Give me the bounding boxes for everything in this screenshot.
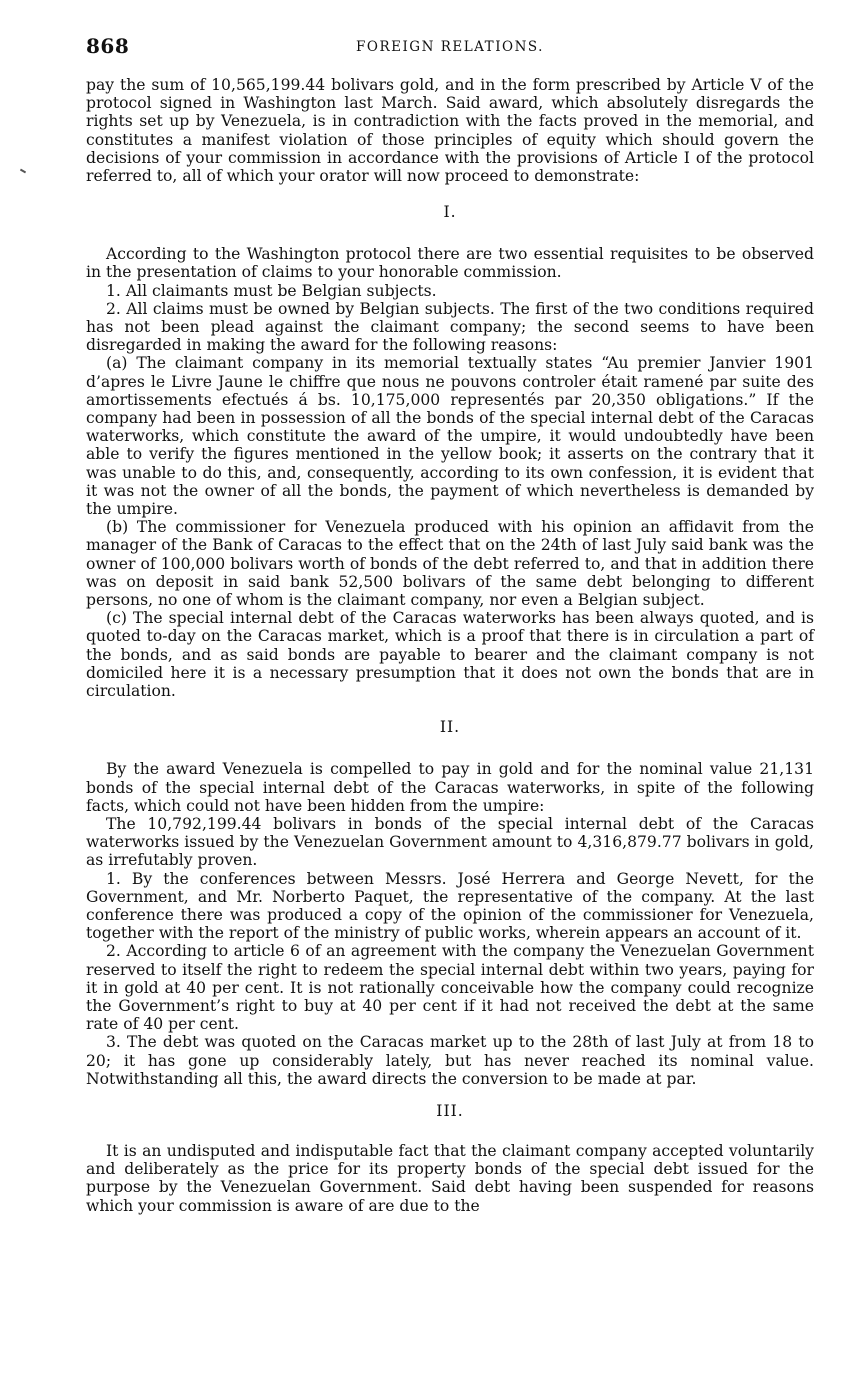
section-heading-2: II.	[439, 718, 461, 737]
document-page	[86, 34, 814, 1215]
paragraph: 3. The debt was quoted on the Caracas market up to the 28th of last July at from 18 to 20; it has gone up considerably lately, but has never reached its nominal value. Notwithstanding all this, the award directs the conversion to be made at par.	[86, 1033, 814, 1088]
paragraph: 2. According to article 6 of an agreement with the company the Venezuelan Government reserved to itself the right to redeem the special internal debt within two years, paying for it in gold at 40 per cent. It is not rationally conceivable how the company could recognize the Government’s right to buy at 40 per cent if it had not received the debt at the same rate of 40 per cent.	[86, 942, 814, 1034]
stray-ink-mark	[20, 169, 26, 174]
paragraph: By the award Venezuela is compelled to pay in gold and for the nominal value 21,131 bonds of the special internal debt of the Caracas waterworks, in spite of the following facts, which could not have been hidden from the umpire:	[86, 760, 814, 815]
page-number: 868	[86, 34, 130, 58]
running-head: FOREIGN RELATIONS.	[356, 39, 544, 55]
section-heading-3: III.	[436, 1101, 464, 1120]
section-heading-1: I.	[443, 203, 457, 222]
paragraph: 1. All claimants must be Belgian subjects.	[106, 281, 437, 300]
paragraph: (a) The claimant company in its memorial textually states “Au premier Janvier 1901 d’apres le Livre Jaune le chiffre que nous ne pouvons controler était ramené par suite des amortissements efectués á bs. 10,175,000 representés par 20,350 obligations.” If the company had been in possession of all the bonds of the special internal debt of the Caracas waterworks, which constitute the award of the umpire, it would undoubtedly have been able to verify the figures mentioned in the yellow book; it asserts on the contrary that it was unable to do this, and, consequently, according to its own confession, it is evident that it was not the owner of all the bonds, the payment of which nevertheless is demanded by the umpire.	[86, 354, 814, 519]
page-header	[86, 34, 814, 60]
paragraph: (b) The commissioner for Venezuela produced with his opinion an affidavit from the manager of the Bank of Caracas to the effect that on the 24th of last July said bank was the owner of 100,000 bolivars worth of bonds of the debt referred to, and that in addition there was on deposit in said bank 52,500 bolivars of the same debt belonging to different persons, no one of whom is the claimant company, nor even a Belgian subject.	[86, 518, 814, 610]
paragraph: According to the Washington protocol there are two essential requisites to be observed in the presentation of claims to your honorable commission.	[86, 245, 814, 282]
paragraph: (c) The special internal debt of the Caracas waterworks has been always quoted, and is quoted to-day on the Caracas market, which is a proof that there is in circulation a part of the bonds, and as said bonds are payable to bearer and the claimant company is not domiciled here it is a necessary presumption that it does not own the bonds that are in circulation.	[86, 609, 814, 701]
paragraph: 2. All claims must be owned by Belgian subjects. The first of the two conditions required has not been plead against the claimant company; the second seems to have been disregarded in making the award for the following reasons:	[86, 299, 814, 355]
intro-paragraph: pay the sum of 10,565,199.44 bolivars gold, and in the form prescribed by Article V of the protocol signed in Washington last March. Said award, which absolutely disregards the rights set up by Venezuela, is in contradiction with the facts proved in the memorial, and constitutes a manifest violation of those principles of equity which should govern the decisions of your commission in accordance with the provisions of Article I of the protocol referred to, all of which your orator will now proceed to demonstrate:	[86, 76, 814, 186]
paragraph: 1. By the conferences between Messrs. José Herrera and George Nevett, for the Government, and Mr. Norberto Paquet, the representative of the company. At the last conference there was produced a copy of the opinion of the commissioner for Venezuela, together with the report of the ministry of public works, wherein appears an account of it.	[86, 869, 814, 943]
paragraph: The 10,792,199.44 bolivars in bonds of the special internal debt of the Caracas waterworks issued by the Venezuelan Government amount to 4,316,879.77 bolivars in gold, as irrefutably proven.	[86, 814, 814, 870]
paragraph: It is an undisputed and indisputable fact that the claimant company accepted voluntarily and deliberately as the price for its property bonds of the special debt issued for the purpose by the Venezuelan Government. Said debt having been suspended for reasons which your commission is aware of are due to the	[86, 1141, 814, 1215]
